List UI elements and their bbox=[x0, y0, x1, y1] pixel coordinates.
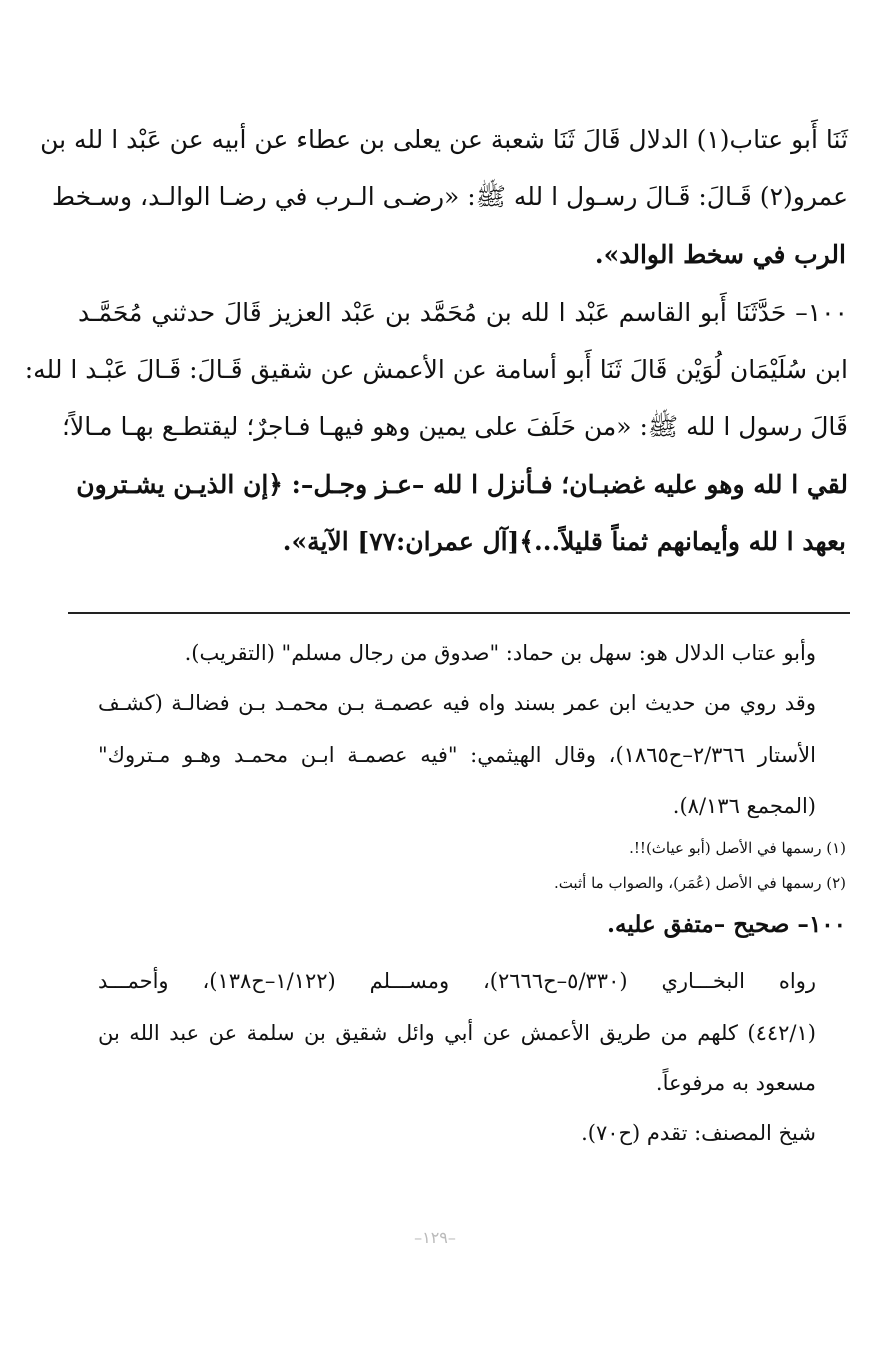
footnote-line-4: (المجمع ٨/١٣٦). bbox=[672, 794, 816, 818]
hadith-100-line-4: لقي ا لله وهو عليه غضبـان؛ فـأنزل ا لله –عـز وجـل–: ﴿إن الذيـن يشـترون bbox=[76, 470, 848, 499]
takhrij-line-3: مسعود به مرفوعاً. bbox=[655, 1071, 816, 1095]
footnote-line-1: وأبو عتاب الدلال هو: سهل بن حماد: "صدوق من رجال مسلم" (التقريب). bbox=[184, 641, 816, 665]
footnote-2: (٢) رسمها في الأصل (عُمَر)، والصواب ما أثبت. bbox=[553, 874, 846, 892]
shaykh-note: شيخ المصنف: تقدم (ح٧٠). bbox=[581, 1121, 816, 1145]
hadith-100-line-2: ابن سُلَيْمَان لُوَيْن قَالَ ثَنَا أَبو أسامة عن الأعمش عن شقيق قَـالَ: قَـالَ عَبْـد ا لله: bbox=[24, 355, 848, 384]
page-number: –١٢٩– bbox=[414, 1228, 456, 1247]
footnote-line-3: الأستار ٢/٣٦٦–ح١٨٦٥)، وقال الهيثمي: "فيه عصمـة ابـن محمـد وهـو مـتروك" bbox=[98, 743, 816, 767]
text-line-3: الرب في سخط الوالد». bbox=[594, 240, 846, 269]
hadith-100-grading: ١٠٠– صحيح –متفق عليه. bbox=[607, 911, 846, 938]
hadith-100-line-1: ١٠٠– حَدَّثَنَا أَبو القاسم عَبْد ا لله بن مُحَمَّد بن عَبْد العزيز قَالَ حدثني مُحَمَّـد bbox=[78, 298, 848, 327]
footnote-separator bbox=[68, 612, 850, 614]
text-line-1: ثَنَا أَبو عتاب(١) الدلال قَالَ ثَنَا شعبة عن يعلى بن عطاء عن أبيه عن عَبْد ا لله بن bbox=[40, 125, 848, 154]
text-line-2: عمرو(٢) قَـالَ: قَـالَ رسـول ا لله ﷺ: «رضـى الـرب في رضـا الوالـد، وسـخط bbox=[51, 182, 848, 211]
hadith-100-line-5: بعهد ا لله وأيمانهم ثمناً قليلاً...﴾[آل عمران:٧٧] الآية». bbox=[282, 527, 846, 556]
footnote-line-2: وقد روي من حديث ابن عمر بسند واه فيه عصمـة بـن محمـد بـن فضالـة (كشـف bbox=[98, 691, 816, 715]
hadith-100-line-3: قَالَ رسول ا لله ﷺ: «من حَلَفَ على يمين وهو فيهـا فـاجرٌ؛ ليقتطـع بهـا مـالاً؛ bbox=[62, 412, 848, 441]
takhrij-line-1: رواه البخـــاري (٥/٣٣٠–ح٢٦٦٦)، ومســـلم (١/١٢٢–ح١٣٨)، وأحمـــد bbox=[98, 969, 816, 993]
takhrij-line-2: (٤٤٢/١) كلهم من طريق الأعمش عن أبي وائل شقيق بن سلمة عن عبد الله بن bbox=[98, 1021, 816, 1045]
footnote-1: (١) رسمها في الأصل (أبو عياث)!!. bbox=[629, 839, 846, 857]
